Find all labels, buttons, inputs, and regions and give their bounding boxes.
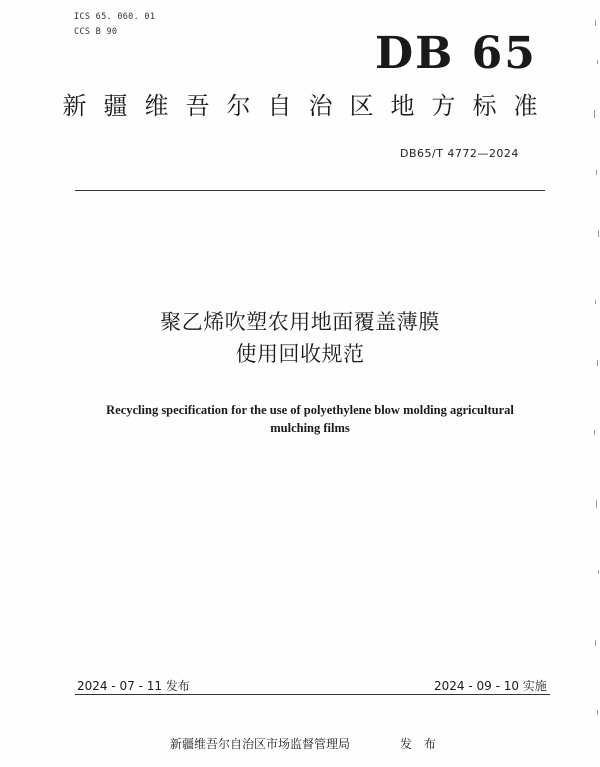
english-title-line-2: mulching films [270,421,350,435]
header-divider [75,190,545,191]
english-title-line-1: Recycling specification for the use of polyethylene blow molding agricultural [106,403,514,417]
implementation-date: 2024 - 09 - 10 实施 [434,679,547,693]
ics-code: ICS 65. 060. 01 [74,12,156,22]
chinese-title-line-1: 聚乙烯吹塑农用地面覆盖薄膜 [160,310,440,334]
issue-date: 2024 - 07 - 11 发布 [77,679,190,693]
publish-label: 发 布 [400,737,440,751]
publisher-name: 新疆维吾尔自治区市场监督管理局 [170,737,351,751]
standard-category-heading: 新疆维吾尔自治区地方标准 [62,92,555,120]
footer-divider [75,694,550,695]
ccs-code: CCS B 90 [74,27,118,37]
standard-number: DB65/T 4772—2024 [400,147,519,160]
db-logo: DB 65 [375,28,537,79]
scan-edge-artifact [592,0,600,767]
chinese-title-line-2: 使用回收规范 [235,342,365,366]
